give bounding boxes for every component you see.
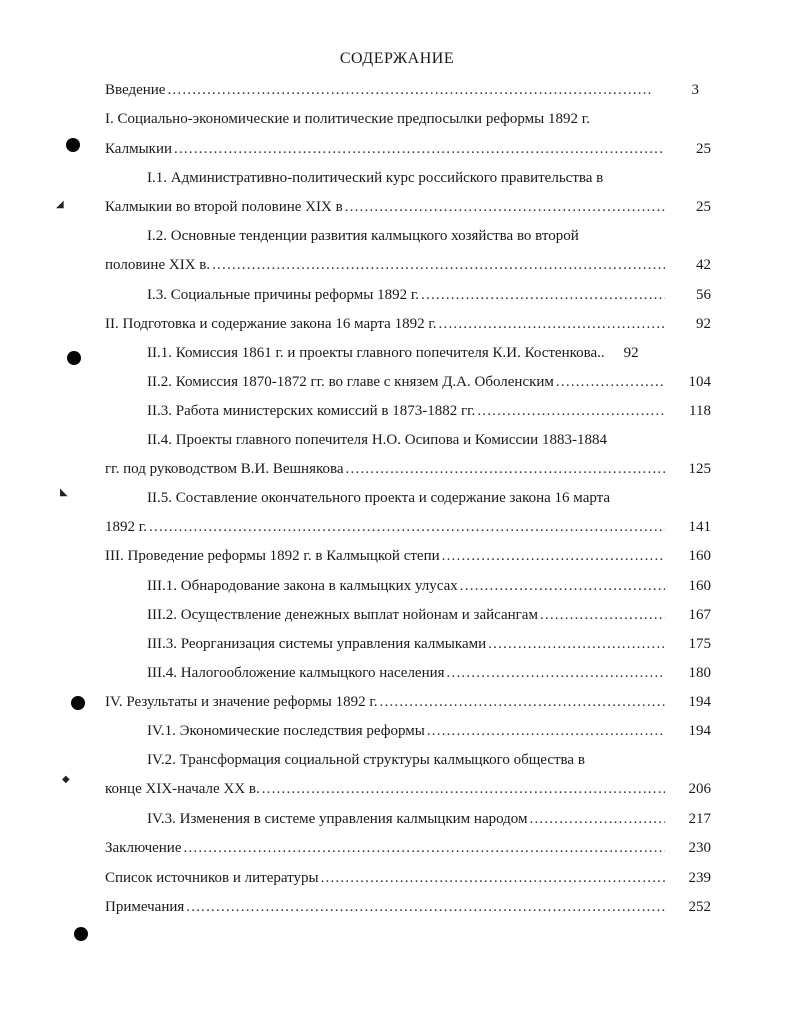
toc-entry-title: гг. под руководством В.И. Вешнякова [105, 461, 344, 477]
toc-entry-page: 25 [696, 199, 711, 215]
toc-entry-page: 118 [689, 403, 711, 419]
toc-entry-line1: I.2. Основные тенденции развития калмыцкого хозяйства во второй [147, 228, 579, 244]
toc-entry [105, 139, 711, 159]
toc-entry [105, 546, 711, 566]
toc-entry-line1: II.5. Составление окончательного проекта и содержание закона 16 марта [147, 490, 611, 506]
toc-entry [147, 634, 711, 654]
toc-entry-page: 239 [688, 870, 711, 886]
toc-entry [105, 314, 711, 334]
toc-entry [105, 80, 699, 100]
leader-dots [212, 255, 665, 275]
toc-entry [147, 401, 711, 421]
punch-hole [66, 138, 80, 152]
punch-hole [67, 351, 81, 365]
toc-entry-title: Калмыкии во второй половине XIX в [105, 199, 343, 215]
toc-entry-page: 104 [688, 374, 711, 390]
page-title: СОДЕРЖАНИЕ [339, 50, 455, 67]
leader-dots [439, 314, 665, 334]
punch-hole [71, 696, 85, 710]
toc-entry [105, 897, 711, 917]
toc-entry-page: 167 [688, 607, 711, 623]
leader-dots [556, 372, 665, 392]
leader-dots [149, 517, 665, 537]
toc-entry [147, 809, 711, 829]
toc-entry-title: IV.3. Изменения в системе управления калмыцким народом [147, 811, 528, 827]
toc-entry-line1: I. Социально-экономические и политические предпосылки реформы 1892 г. [105, 111, 590, 127]
toc-entry-title: половине XIX в. [105, 257, 211, 273]
toc-entry [147, 285, 711, 305]
toc-entry-page: 206 [688, 781, 711, 797]
toc-entry [105, 459, 711, 479]
toc-entry [147, 343, 711, 363]
leader-dots [184, 838, 666, 858]
toc-entry [147, 372, 711, 392]
leader-dots [421, 285, 665, 305]
scan-speck: ◆ [62, 774, 70, 785]
toc-entry [105, 517, 711, 537]
punch-hole [74, 927, 88, 941]
leader-dots [321, 868, 665, 888]
leader-dots [477, 401, 665, 421]
toc-entry-title: IV. Результаты и значение реформы 1892 г. [105, 694, 378, 710]
toc-entry-page: 217 [688, 811, 711, 827]
scan-speck: ◣ [60, 487, 68, 498]
toc-entry-title: 1892 г. [105, 519, 147, 535]
leader-dots [460, 576, 665, 596]
toc-entry-page: 3 [691, 82, 699, 98]
toc-entry-line1: I.1. Административно-политический курс российского правительства в [147, 170, 604, 186]
toc-entry-title: II.1. Комиссия 1861 г. и проекты главного попечителя К.И. Костенкова.. [147, 345, 605, 361]
toc-entry [147, 663, 711, 683]
toc-entry-title: IV.1. Экономические последствия реформы [147, 723, 425, 739]
leader-dots [442, 546, 665, 566]
toc-entry-page: 56 [696, 287, 711, 303]
toc-entry [105, 838, 711, 858]
toc-entry-page: 160 [688, 548, 711, 564]
toc-entry [147, 576, 711, 596]
toc-entry [147, 605, 711, 625]
toc-entry-title: III.4. Налогообложение калмыцкого населения [147, 665, 445, 681]
leader-dots [488, 634, 665, 654]
toc-entry-page: 230 [688, 840, 711, 856]
toc-entry-page: 141 [688, 519, 711, 535]
toc-entry-page: 160 [688, 578, 711, 594]
scan-speck: ◢ [56, 199, 64, 210]
leader-dots [186, 897, 665, 917]
leader-dots [540, 605, 665, 625]
leader-dots [345, 197, 665, 217]
toc-entry [105, 868, 711, 888]
leader-dots [262, 779, 665, 799]
toc-entry [105, 779, 711, 799]
toc-entry-page: 125 [688, 461, 711, 477]
toc-entry [147, 721, 711, 741]
toc-entry-title: I.3. Социальные причины реформы 1892 г. [147, 287, 420, 303]
leader-dots [346, 459, 665, 479]
toc-entry-title: III. Проведение реформы 1892 г. в Калмыцкой степи [105, 548, 440, 564]
toc-entry-page: 252 [688, 899, 711, 915]
toc-entry-title: Калмыкии [105, 141, 172, 157]
leader-dots [174, 139, 665, 159]
toc-entry-title: II.2. Комиссия 1870-1872 гг. во главе с князем Д.А. Оболенским [147, 374, 554, 390]
leader-dots [167, 80, 653, 100]
toc-entry-title: Примечания [105, 899, 185, 915]
leader-dots [530, 809, 665, 829]
toc-entry-title: II. Подготовка и содержание закона 16 марта 1892 г. [105, 316, 437, 332]
toc-entry-title: конце XIX-начале XX в. [105, 781, 260, 797]
toc-entry-page: 92 [623, 345, 639, 361]
toc-entry [105, 255, 711, 275]
toc-entry-page: 180 [688, 665, 711, 681]
toc-entry-line1: II.4. Проекты главного попечителя Н.О. Осипова и Комиссии 1883-1884 [147, 432, 607, 448]
toc-entry-page: 92 [696, 316, 711, 332]
toc-entry-page: 194 [688, 723, 711, 739]
toc-entry-title: III.3. Реорганизация системы управления калмыками [147, 636, 487, 652]
toc-entry-title: III.2. Осуществление денежных выплат нойонам и зайсангам [147, 607, 538, 623]
toc-entry-page: 42 [696, 257, 711, 273]
toc-entry-title: Список источников и литературы [105, 870, 319, 886]
toc-entry-title: II.3. Работа министерских комиссий в 1873-1882 гг. [147, 403, 476, 419]
toc-entry-page: 194 [688, 694, 711, 710]
toc-entry-page: 175 [688, 636, 711, 652]
leader-dots [380, 692, 665, 712]
toc-entry-title: Введение [105, 82, 166, 98]
toc-entry-title: III.1. Обнародование закона в калмыцких улусах [147, 578, 458, 594]
leader-dots [427, 721, 665, 741]
toc-entry [105, 197, 711, 217]
toc-entry [105, 692, 711, 712]
leader-dots [447, 663, 665, 683]
toc-entry-line1: IV.2. Трансформация социальной структуры калмыцкого общества в [147, 752, 585, 768]
toc-entry-title: Заключение [105, 840, 182, 856]
toc-entry-page: 25 [696, 141, 711, 157]
